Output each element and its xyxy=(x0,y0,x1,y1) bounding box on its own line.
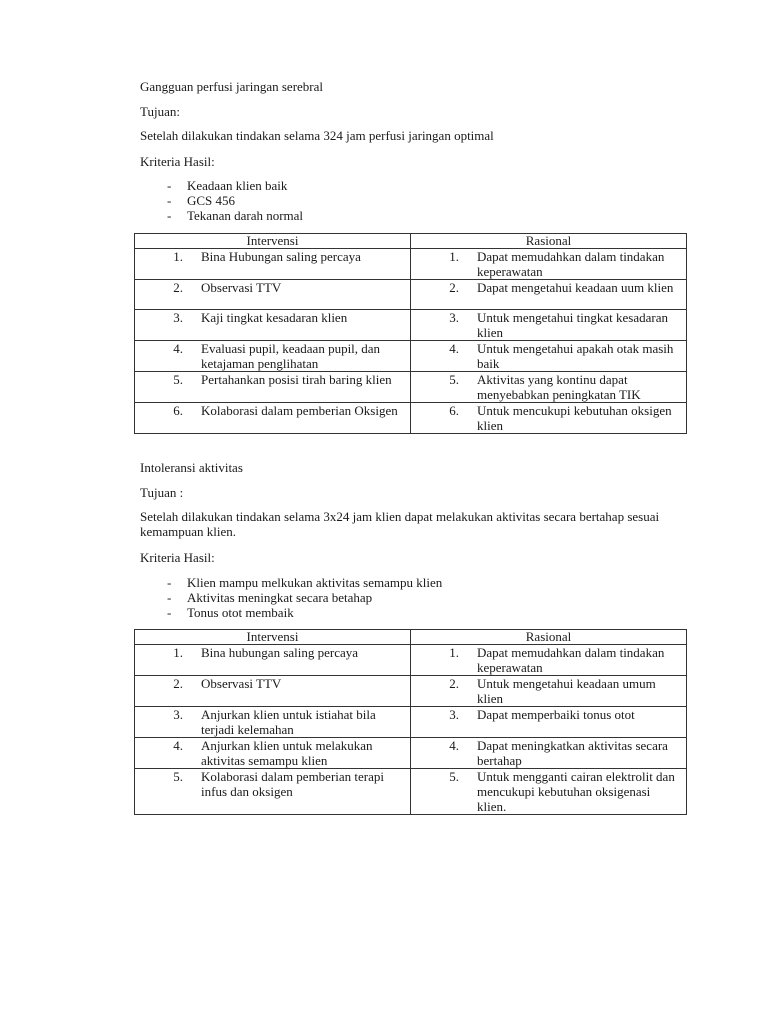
rasional-cell xyxy=(411,280,687,310)
intervensi-cell xyxy=(135,769,411,815)
intervensi-text: Bina Hubungan saling percaya xyxy=(201,249,361,264)
rasional-cell xyxy=(411,372,687,403)
list-item: - Klien mampu melkukan aktivitas semampu klien xyxy=(167,575,443,590)
row-number: 4. xyxy=(449,738,459,753)
list-item: - Tekanan darah normal xyxy=(167,208,304,223)
column-header: Rasional xyxy=(411,234,687,249)
table-header-row xyxy=(135,234,687,249)
row-number: 1. xyxy=(173,249,183,264)
kriteria-item-text: Tonus otot membaik xyxy=(187,605,294,620)
intervensi-cell xyxy=(135,310,411,341)
table-row xyxy=(135,280,687,310)
row-number: 2. xyxy=(449,676,459,691)
list-item: - Keadaan klien baik xyxy=(167,178,288,193)
row-number: 2. xyxy=(449,280,459,295)
list-item: - Aktivitas meningkat secara betahap xyxy=(167,590,373,605)
kriteria-item-text: GCS 456 xyxy=(187,193,236,208)
kriteria-list-block xyxy=(140,575,688,620)
row-number: 3. xyxy=(173,707,183,722)
intervensi-text: Anjurkan klien untuk istiahat bila terjadi kelemahan xyxy=(201,707,376,737)
intervensi-text: Pertahankan posisi tirah baring klien xyxy=(201,372,392,387)
intervensi-text: Evaluasi pupil, keadaan pupil, dan ketajaman penglihatan xyxy=(201,341,381,371)
tujuan-text: Setelah dilakukan tindakan selama 324 jam perfusi jaringan optimal xyxy=(140,128,494,143)
list-item: - Tonus otot membaik xyxy=(167,605,294,620)
kriteria-list xyxy=(140,575,688,620)
intervensi-text: Kaji tingkat kesadaran klien xyxy=(201,310,348,325)
rasional-cell xyxy=(411,341,687,372)
row-number: 6. xyxy=(449,403,459,418)
rasional-text: Untuk mengetahui apakah otak masih baik xyxy=(477,341,674,371)
row-number: 3. xyxy=(449,707,459,722)
section-intoleransi xyxy=(140,460,688,475)
tujuan-text-block xyxy=(140,509,688,539)
row-number: 5. xyxy=(173,769,183,784)
intervensi-text: Kolaborasi dalam pemberian terapi infus dan oksigen xyxy=(201,769,385,799)
table-row xyxy=(135,341,687,372)
kriteria-label: Kriteria Hasil: xyxy=(140,154,215,169)
rasional-text: Dapat memudahkan dalam tindakan keperawatan xyxy=(477,645,665,675)
table-row xyxy=(135,676,687,707)
table-row xyxy=(135,310,687,341)
intervention-table xyxy=(134,233,687,434)
rasional-cell xyxy=(411,249,687,280)
row-number: 1. xyxy=(449,249,459,264)
section-title: Gangguan perfusi jaringan serebral xyxy=(140,79,324,94)
rasional-text: Untuk mengetahui keadaan umum klien xyxy=(477,676,656,706)
column-header: Intervensi xyxy=(135,234,411,249)
kriteria-label: Kriteria Hasil: xyxy=(140,550,215,565)
list-item: - GCS 456 xyxy=(167,193,236,208)
row-number: 4. xyxy=(173,341,183,356)
intervention-table xyxy=(134,629,687,815)
row-number: 5. xyxy=(449,372,459,387)
row-number: 5. xyxy=(173,372,183,387)
row-number: 6. xyxy=(173,403,183,418)
kriteria-item-text: Tekanan darah normal xyxy=(187,208,304,223)
row-number: 5. xyxy=(449,769,459,784)
intervensi-text: Kolaborasi dalam pemberian Oksigen xyxy=(201,403,398,418)
kriteria-block xyxy=(140,154,688,169)
rasional-cell xyxy=(411,769,687,815)
rasional-cell xyxy=(411,707,687,738)
intervensi-text: Observasi TTV xyxy=(201,280,282,295)
intervensi-cell xyxy=(135,645,411,676)
kriteria-item-text: Klien mampu melkukan aktivitas semampu klien xyxy=(187,575,443,590)
tujuan-text-block xyxy=(140,128,688,143)
intervensi-cell xyxy=(135,707,411,738)
table-row xyxy=(135,403,687,434)
row-number: 4. xyxy=(173,738,183,753)
rasional-text: Untuk mengganti cairan elektrolit dan mencukupi kebutuhan oksigenasi klien. xyxy=(477,769,675,814)
intervensi-cell xyxy=(135,249,411,280)
rasional-text: Untuk mengetahui tingkat kesadaran klien xyxy=(477,310,668,340)
tujuan-text: Setelah dilakukan tindakan selama 3x24 jam klien dapat melakukan aktivitas secara bertahap sesuai kemampuan klien. xyxy=(140,509,660,539)
table-row xyxy=(135,769,687,815)
table-row xyxy=(135,645,687,676)
rasional-cell xyxy=(411,310,687,341)
rasional-text: Untuk mencukupi kebutuhan oksigen klien xyxy=(477,403,672,433)
intervensi-cell xyxy=(135,280,411,310)
kriteria-item-text: Aktivitas meningkat secara betahap xyxy=(187,590,373,605)
rasional-text: Aktivitas yang kontinu dapat menyebabkan peningkatan TIK xyxy=(477,372,641,402)
rasional-text: Dapat memperbaiki tonus otot xyxy=(477,707,635,722)
kriteria-item-text: Keadaan klien baik xyxy=(187,178,288,193)
column-header: Rasional xyxy=(411,630,687,645)
kriteria-list-block xyxy=(140,178,688,223)
rasional-text: Dapat meningkatkan aktivitas secara bertahap xyxy=(477,738,668,768)
table-row xyxy=(135,738,687,769)
kriteria-list xyxy=(140,178,688,223)
intervensi-text: Bina hubungan saling percaya xyxy=(201,645,359,660)
section-title: Intoleransi aktivitas xyxy=(140,460,243,475)
rasional-cell xyxy=(411,645,687,676)
kriteria-block xyxy=(140,550,688,565)
row-number: 3. xyxy=(173,310,183,325)
intervensi-cell xyxy=(135,676,411,707)
row-number: 4. xyxy=(449,341,459,356)
intervensi-cell xyxy=(135,341,411,372)
intervensi-cell xyxy=(135,403,411,434)
tujuan-block xyxy=(140,485,688,500)
rasional-cell xyxy=(411,403,687,434)
intervensi-text: Observasi TTV xyxy=(201,676,282,691)
section-perfusi xyxy=(140,79,688,94)
table-row xyxy=(135,249,687,280)
intervensi-cell xyxy=(135,738,411,769)
rasional-text: Dapat mengetahui keadaan uum klien xyxy=(477,280,674,295)
row-number: 2. xyxy=(173,676,183,691)
row-number: 1. xyxy=(173,645,183,660)
table-header-row xyxy=(135,630,687,645)
tujuan-block xyxy=(140,104,688,119)
rasional-cell xyxy=(411,676,687,707)
row-number: 3. xyxy=(449,310,459,325)
intervensi-text: Anjurkan klien untuk melakukan aktivitas semampu klien xyxy=(201,738,373,768)
table-row xyxy=(135,707,687,738)
tujuan-label: Tujuan: xyxy=(140,104,180,119)
intervensi-cell xyxy=(135,372,411,403)
row-number: 2. xyxy=(173,280,183,295)
rasional-cell xyxy=(411,738,687,769)
column-header: Intervensi xyxy=(135,630,411,645)
row-number: 1. xyxy=(449,645,459,660)
table-row xyxy=(135,372,687,403)
rasional-text: Dapat memudahkan dalam tindakan keperawatan xyxy=(477,249,665,279)
tujuan-label: Tujuan : xyxy=(140,485,184,500)
